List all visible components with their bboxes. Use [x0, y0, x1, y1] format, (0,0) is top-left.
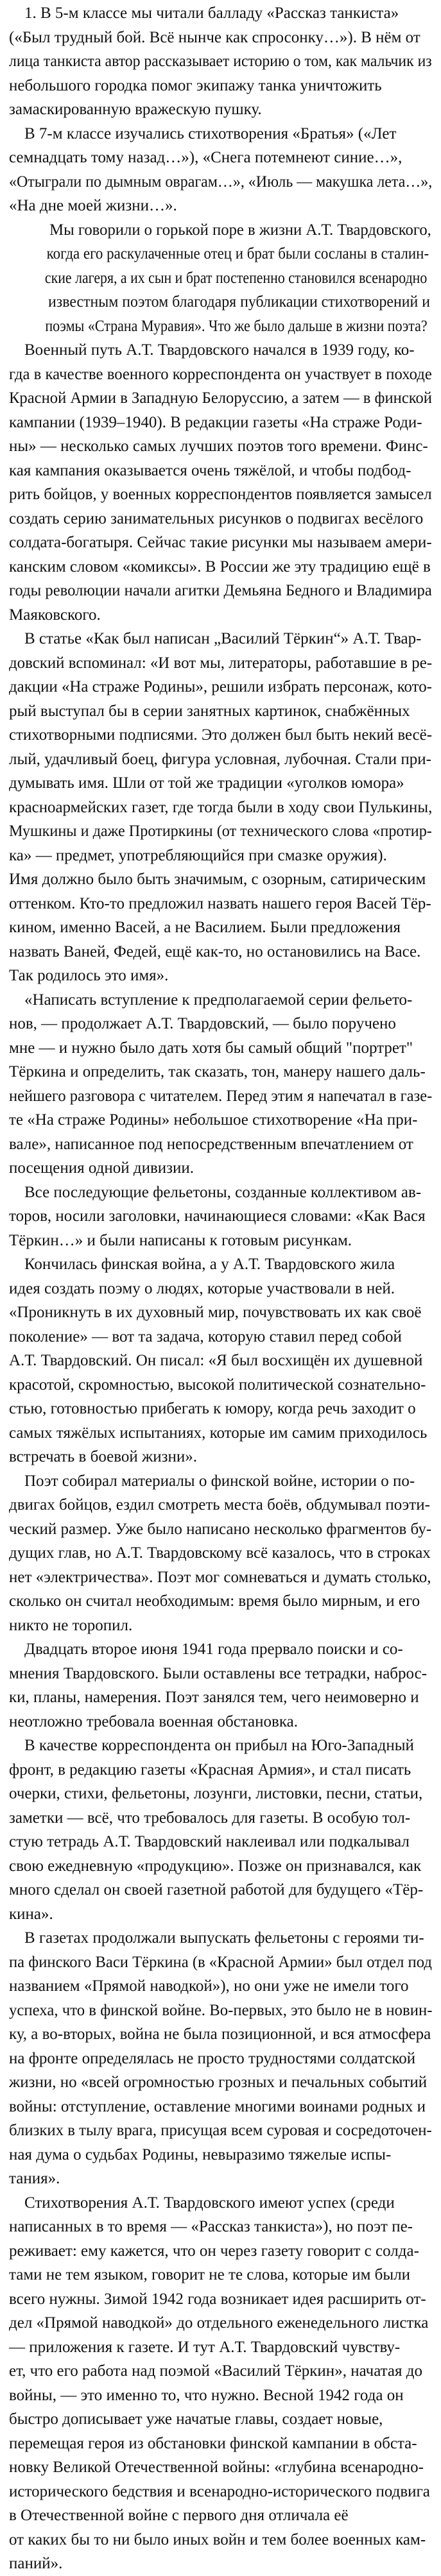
text-line: нет «электричества». Поэт мог сомневаться и думать столько,	[9, 1568, 431, 1586]
text-line: «Проникнуть в их духовный мир, почувствовать их как своё	[9, 1304, 422, 1321]
paragraph	[9, 1926, 438, 2191]
text-line: В статье «Как был написан „Василий Тёркин“» А.Т. Твар-	[24, 630, 422, 647]
text-line: исторического бедствия и всенародно-исторического подвига	[9, 2482, 430, 2500]
text-line: 1. В 5-м классе мы читали балладу «Рассказ танкиста»	[24, 4, 399, 22]
text-line: — приложения к газете. И тут А.Т. Твардовский чувству-	[9, 2338, 401, 2356]
text-line: «Отыграли по дымным оврагам…», «Июль — макушка лета…»,	[9, 173, 433, 191]
text-line: оттенком. Кто-то предложил назвать нашего героя Васей Тёр-	[9, 894, 431, 912]
text-line: красноармейских газет, где тогда были в ходу свои Пулькины,	[9, 798, 433, 816]
text-line: канским словом «комиксы». В России же эту традицию ещё в	[9, 558, 431, 576]
text-line: паний».	[9, 2555, 63, 2572]
paragraph	[9, 988, 440, 1181]
text-line: стью, готовностью прибегать к юмору, когда речь заходит о	[9, 1400, 416, 1417]
text-line: кином, именно Васей, а не Василием. Были предложения	[9, 919, 401, 936]
text-line: солдата-богатыря. Сейчас такие рисунки мы называем амери-	[9, 534, 432, 551]
text-line: стую тетрадь А.Т. Твардовский наклеивал или подкалывал	[9, 1833, 410, 1850]
text-line: рить бойцов, у военных корреспондентов появляется замысел	[9, 486, 432, 503]
text-line: когда его раскулаченные отец и брат были сосланы в сталин-	[46, 245, 429, 262]
text-line: небольшого городка помог экипажу танка уничтожить	[9, 76, 382, 94]
text-line: Мушкины и даже Протиркины (от технического слова «протир-	[9, 823, 432, 840]
text-line: заметки — всё, что требовалось для газеты. В особую тол-	[9, 1809, 411, 1827]
text-line: «Написать вступление к предполагаемой серии фельето-	[24, 991, 413, 1009]
text-line: торов, носили заголовки, начинающиеся словами: «Как Вася	[9, 1207, 426, 1225]
text-line: А.Т. Твардовский. Он писал: «Я был восхищён их душевной	[9, 1352, 423, 1369]
text-line: встречать в боевой жизни».	[9, 1448, 198, 1465]
text-line: ку, а во-вторых, война не была позиционной, и вся атмосфера	[9, 2026, 431, 2043]
text-line: реживает: ему кажется, что он через газету говорит с солда-	[9, 2242, 419, 2260]
text-line: двигах бойцов, ездил смотреть места боёв, обдумывал поэти-	[9, 1496, 430, 1514]
text-line: никто не торопил.	[9, 1616, 133, 1634]
text-line: ки, планы, намерения. Поэт занялся тем, чего неимоверно и	[9, 1689, 419, 1706]
text-line: мне — и нужно было дать хотя бы самый общий "портрет"	[9, 1039, 413, 1057]
text-line: Мы говорили о горькой поре в жизни А.Т. Твардовского,	[49, 221, 431, 239]
text-line: написанных в то время — «Рассказ танкиста»), но поэт пе-	[9, 2218, 413, 2235]
paragraph	[9, 1252, 427, 1469]
text-line: «На дне моей жизни…».	[9, 197, 177, 214]
text-line: В качестве корреспондента он прибыл на Юго-Западный	[24, 1737, 414, 1754]
text-line: па финского Васи Тёркина (в «Красной Армии» был отдел под	[9, 1953, 432, 1971]
text-line: сколько он считал необходимым: время было мирным, и его	[9, 1592, 420, 1610]
text-line: тами не тем языком, говорит не те слова, которые им были	[9, 2266, 411, 2283]
text-line: семнадцать тому назад…»), «Снега потемнеют синие…»,	[9, 149, 402, 166]
text-line: новку Великой Отечественной войны: «глубина всенародно-	[9, 2459, 424, 2476]
text-line: Военный путь А.Т. Твардовского начался в 1939 году, ко-	[24, 341, 415, 359]
text-line: назвать Ваней, Федей, ещё как-то, но остановились на Васе.	[9, 943, 421, 960]
text-line: В 7-м классе изучались стихотворения «Братья» («Лет	[24, 124, 397, 142]
text-line: нейшего разговора с читателем. Перед этим я напечатал в газе-	[9, 1087, 433, 1105]
text-line: лый, удачливый боец, фигура условная, лубочная. Стали при-	[9, 750, 431, 768]
text-line: нов, — продолжает А.Т. Твардовский, — было поручено	[9, 1015, 396, 1032]
paragraph	[9, 1, 441, 122]
text-line: думывать имя. Шли от той же традиции «уголков юмора»	[9, 774, 404, 792]
paragraph	[9, 1637, 427, 1734]
text-line: идея создать поэму о людях, которые участвовали в ней.	[9, 1279, 395, 1297]
text-line: мнения Твардовского. Были оставлены все тетрадки, наброс-	[9, 1664, 428, 1682]
paragraph	[9, 1469, 431, 1638]
text-line: Двадцать второе июня 1941 года прервало поиски и со-	[24, 1641, 403, 1658]
text-line: Поэт собирал материалы о финской войне, истории о по-	[24, 1472, 415, 1490]
text-line: стихотворными подписями. Это должен был быть некий весё-	[9, 726, 433, 744]
text-line: кампании (1939–1940). В редакции газеты «На страже Роди-	[9, 413, 422, 431]
text-line: перемещая героя из обстановки финской кампании в обста-	[9, 2434, 417, 2452]
paragraph	[9, 122, 441, 218]
paragraph	[9, 2191, 430, 2576]
text-line: Так родилось это имя».	[9, 967, 169, 984]
text-line: быстро дописывает уже начатые главы, создает новые,	[9, 2410, 383, 2428]
paragraph	[9, 218, 441, 339]
text-line: В газетах продолжали выпускать фельетоны с героями ти-	[24, 1929, 424, 1947]
text-line: от каких бы то ни было иных войн и тем более военных кам-	[9, 2530, 426, 2548]
text-line: создать серию занимательных рисунков о подвигах весёлого	[9, 509, 424, 527]
text-line: в Отечественной войне с первого дня отличала её	[9, 2507, 349, 2524]
text-line: Имя должно было быть значимым, с озорным, сатирическим	[9, 871, 426, 888]
text-line: названием «Прямой наводкой»), но они уже не имели того	[9, 1977, 409, 1995]
text-line: свою ежедневную «продукцию». Позже он признавался, как	[9, 1857, 422, 1875]
paragraph	[9, 1734, 423, 1926]
text-line: ет, что его работа над поэмой «Василий Тёркин», начатая до	[9, 2362, 422, 2380]
text-line: поколение» — вот та задача, которую ставил перед собой	[9, 1327, 402, 1345]
text-line: ка» — предмет, употребляющийся при смазке оружия).	[9, 846, 387, 864]
text-line: очерки, стихи, фельетоны, лозунги, листовки, песни, статьи,	[9, 1785, 423, 1802]
text-line: известным поэтом благодаря публикации стихотворений и	[48, 293, 430, 311]
text-line: жизни, но «всей огромностью грозных и печальных событий	[9, 2074, 428, 2091]
text-line: Все последующие фельетоны, созданные коллективом ав-	[24, 1183, 422, 1201]
text-line: довский вспоминал: «И вот мы, литераторы, работавшие в ре-	[9, 654, 433, 672]
text-line: успеха, что в финской войне. Во-первых, это было не в новин-	[9, 2001, 433, 2019]
text-line: замаскированную вражескую пушку.	[9, 101, 262, 118]
text-line: тания».	[9, 2170, 60, 2187]
text-line: те «На страже Родины» небольшое стихотворение «На при-	[9, 1111, 418, 1129]
text-line: («Был трудный бой. Всё нынче как спросонку…»). В нём от	[9, 28, 420, 46]
text-line: ны» — несколько самых лучших поэтов того времени. Финс-	[9, 438, 428, 455]
text-line: дакции «На страже Родины», решили избрать персонаж, кото-	[9, 678, 432, 695]
text-line: дел «Прямой наводкой» до отдельного еженедельного листка	[9, 2314, 429, 2332]
text-line: лица танкиста автор рассказывает историю о том, как мальчик из	[9, 53, 432, 70]
paragraph	[9, 627, 441, 988]
text-line: гда в качестве военного корреспондента он участвует в походе	[9, 365, 432, 383]
text-line: ские лагеря, а их сын и брат постепенно становился всенародно	[44, 269, 428, 287]
text-line: фронт, в редакцию газеты «Красная Армия», и стал писать	[9, 1761, 411, 1778]
text-line: ная дума о судьбах Родины, невыразимо тяжелые испы-	[9, 2145, 392, 2163]
text-line: на фронте определялась не просто трудностями солдатской	[9, 2049, 416, 2067]
text-line: ческий размер. Уже было написано несколько фрагментов бу-	[9, 1520, 432, 1538]
text-line: посещения одной дивизии.	[9, 1159, 195, 1177]
text-line: всего нужны. Зимой 1942 года возникает идея расширить от-	[9, 2290, 426, 2308]
text-line: рый выступал бы в серии занятных картинок, снабжённых	[9, 702, 410, 720]
text-line: кина».	[9, 1905, 53, 1923]
text-line: дущих глав, но А.Т. Твардовскому всё казалось, что в строках	[9, 1544, 431, 1562]
text-line: поэмы «Страна Муравия». Что же было дальше в жизни поэта?	[45, 317, 428, 335]
text-line: Тёркина и определить, так сказать, тон, манеру нашего даль-	[9, 1063, 426, 1080]
text-line: много сделал он своей газетной работой для будущего «Тёр-	[9, 1881, 424, 1898]
text-line: Красной Армии в Западную Белоруссию, а затем — в финской	[9, 389, 432, 407]
text-line: годы революции начали агитки Демьяна Бедного и Владимира	[9, 582, 432, 599]
paragraph	[9, 1181, 426, 1253]
text-line: красотой, скромностью, высокой политической сознательно-	[9, 1376, 426, 1394]
text-line: близких в тылу врага, присущая всем суровая и сосредоточен-	[9, 2122, 432, 2139]
text-line: Стихотворения А.Т. Твардовского имеют успех (среди	[24, 2194, 395, 2212]
text-line: войны: отступление, оставление многими воинами родных и	[9, 2097, 426, 2115]
text-line: вале», написанное под непосредственным впечатлением от	[9, 1135, 413, 1153]
text-line: Тёркин…» и были написаны к готовым рисункам.	[9, 1231, 352, 1249]
text-line: неотложно требовала военная обстановка.	[9, 1712, 298, 1730]
text-line: кая кампания оказывается очень тяжёлой, и чтобы подбод-	[9, 461, 411, 479]
text-line: самых тяжёлых испытаниях, которые им самим приходилось	[9, 1424, 428, 1442]
text-line: Маяковского.	[9, 606, 101, 624]
text-line: войны, — это именно то, что нужно. Весной 1942 года он	[9, 2386, 404, 2404]
text-line: Кончилась финская война, а у А.Т. Твардовского жила	[24, 1256, 395, 1273]
paragraph	[9, 338, 438, 627]
